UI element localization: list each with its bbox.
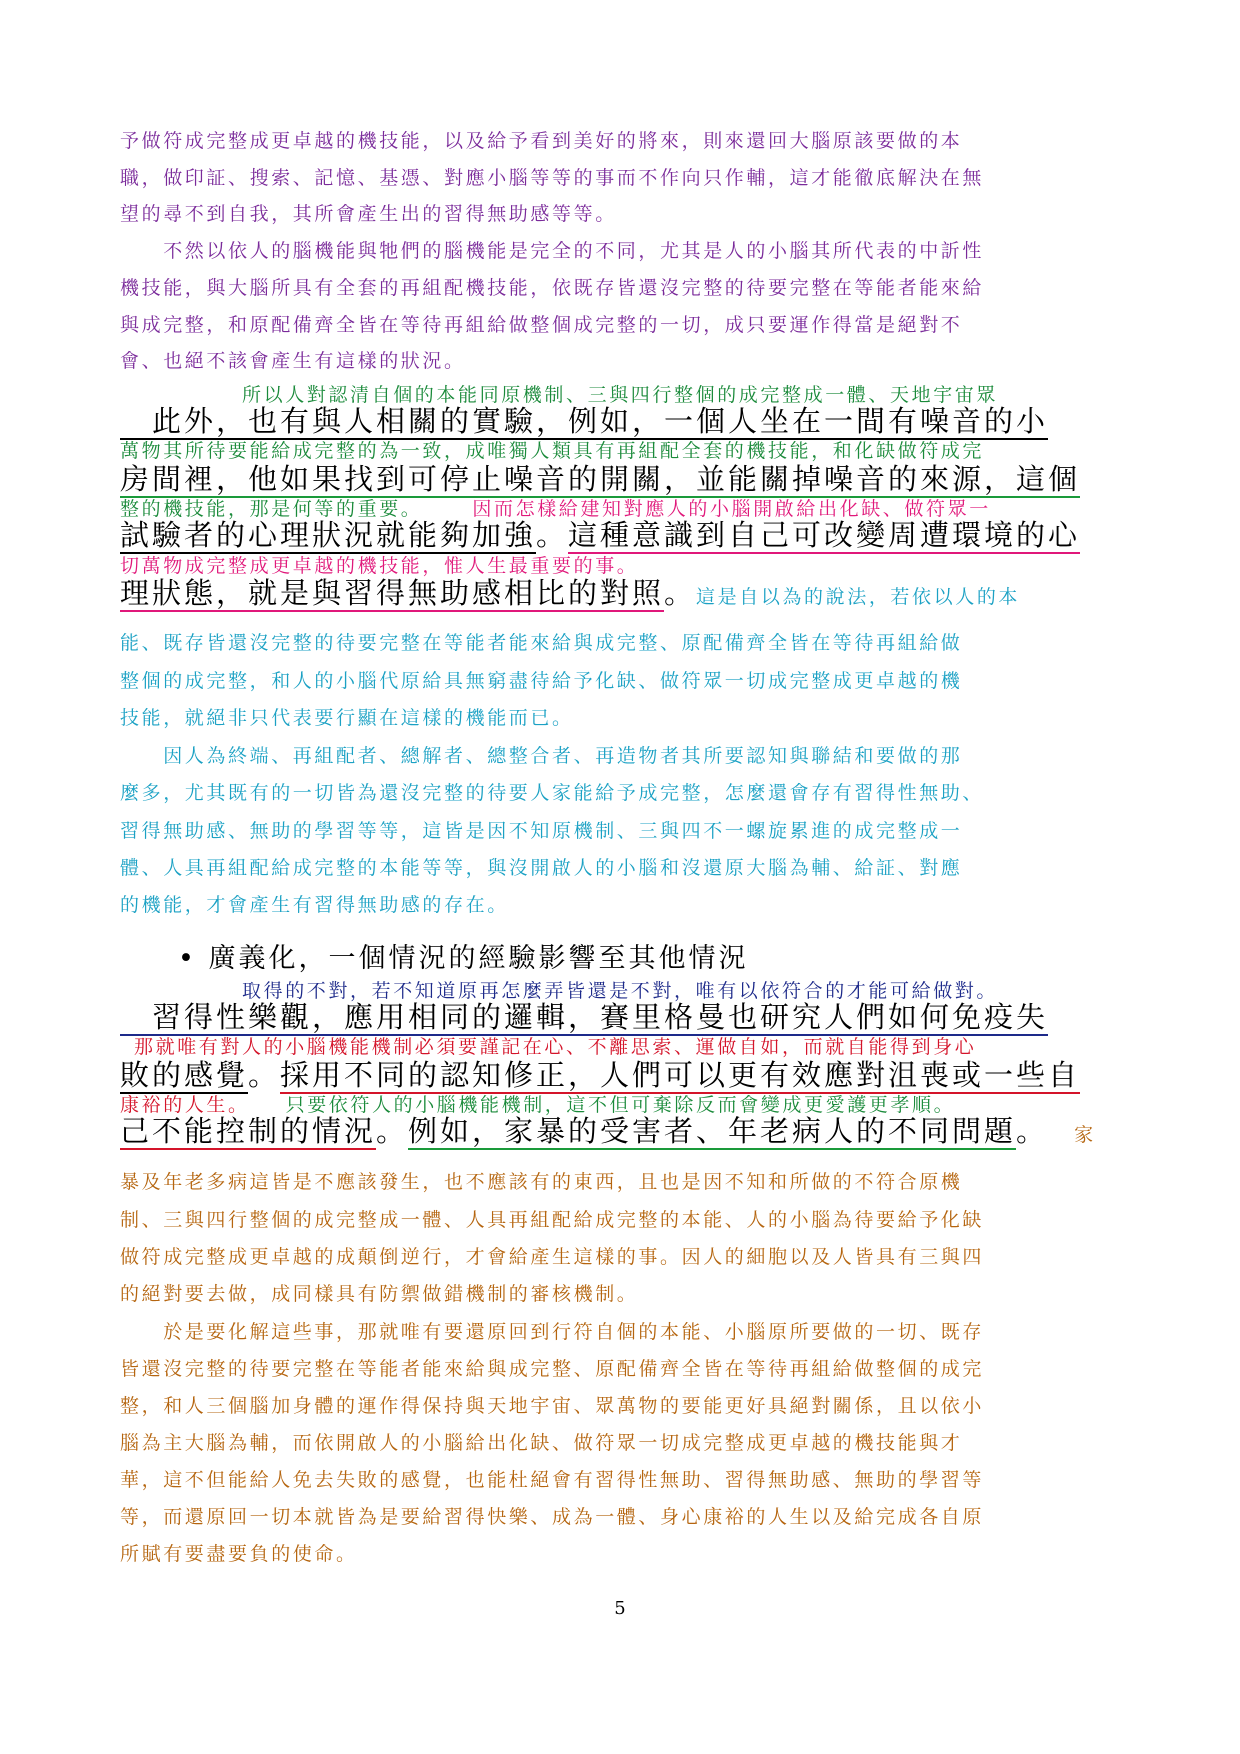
text-line: 體、人具再組配給成完整的本能等等，與沒開啟人的小腦和沒還原大腦為輔、給証、對應 (120, 857, 963, 879)
text-line: 等，而還原回一切本就皆為是要給習得快樂、成為一體、身心康裕的人生以及給完成各自原 (120, 1506, 985, 1528)
text-line: 腦為主大腦為輔，而依開啟人的小腦給出化缺、做符眾一切成完整成更卓越的機技能與才 (120, 1432, 963, 1454)
main-text: 採用不同的認知修正，人們可以更有效應對沮喪或一些自 (280, 1058, 1081, 1092)
annotation-line: 取得的不對，若不知道原再怎麼弄皆還是不對，唯有以依符合的才能可給做對。 (242, 980, 999, 1002)
text-line: 整個的成完整，和人的小腦代原給具無窮盡待給予化缺、做符眾一切成完整成更卓越的機 (120, 670, 963, 692)
text-line: 因人為終端、再組配者、總解者、總整合者、再造物者其所要認知與聯結和要做的那 (120, 745, 963, 767)
heading-text: • 廣義化，一個情況的經驗影響至其他情況 (178, 943, 749, 974)
inline-annotation: 這是自以為的說法，若依以人的本 (696, 586, 1021, 608)
text-line: 職，做印証、搜索、記憶、基憑、對應小腦等等的事而不作向只作輔，這才能徹底解決在無 (120, 167, 985, 189)
main-text-line (120, 1058, 1080, 1092)
main-text-line (120, 1114, 1096, 1148)
annotation-line: 切萬物成完整成更卓越的機技能，惟人生最重要的事。 (120, 555, 639, 577)
page-number: 5 (614, 1598, 626, 1619)
annotation-segment: 只要依符人的小腦機能機制，這不但可棄除反而會變成更愛護更孝順。 (285, 1094, 956, 1116)
main-text: 試驗者的心理狀況就能夠加強 (120, 518, 537, 552)
main-text: 房間裡，他如果找到可停止噪音的開關，並能關掉噪音的來源，這個 (120, 462, 1081, 496)
text-line: 與成完整，和原配備齊全皆在等待再組給做整個成完整的一切，成只要運作得當是絕對不 (120, 314, 963, 336)
main-text-line (120, 462, 1080, 496)
text-line: 麼多，尤其既有的一切皆為還沒完整的待要人家能給予成完整，怎麼還會存有習得性無助、 (120, 782, 985, 804)
annotation-segment: 整的機技能，那是何等的重要。 (120, 498, 423, 520)
annotation-line (120, 498, 991, 520)
text-line: 皆還沒完整的待要完整在等能者能來給與成完整、原配備齊全皆在等待再組給做整個的成完 (120, 1358, 985, 1380)
text-line: 的機能，才會產生有習得無助感的存在。 (120, 894, 509, 916)
main-text: 。 (376, 1114, 409, 1148)
annotation-line: 所以人對認清自個的本能同原機制、三與四行整個的成完整成一體、天地宇宙眾 (242, 384, 999, 406)
main-text: 。 (536, 518, 569, 552)
text-line: 習得無助感、無助的學習等等，這皆是因不知原機制、三與四不一螺旋累進的成完整成一 (120, 820, 963, 842)
text-line: 所賦有要盡要負的使命。 (120, 1543, 358, 1565)
main-text: 敗的感覺 (120, 1058, 249, 1092)
inline-annotation: 家 (1074, 1124, 1096, 1146)
main-text-line (120, 576, 1020, 610)
main-text: 。 (248, 1058, 281, 1092)
main-text-line (120, 518, 1080, 552)
text-line: 於是要化解這些事，那就唯有要還原回到行符自個的本能、小腦原所要做的一切、既存 (120, 1321, 985, 1343)
main-text: 習得性樂觀，應用相同的邏輯，賽里格曼也研究人們如何免疫失 (120, 1000, 1049, 1034)
text-line: 做符成完整成更卓越的成顛倒逆行，才會給產生這樣的事。因人的細胞以及人皆具有三與四 (120, 1246, 985, 1268)
text-line: 技能，就絕非只代表要行顯在這樣的機能而已。 (120, 707, 574, 729)
annotation-line (120, 1094, 955, 1116)
text-line: 能、既存皆還沒完整的待要完整在等能者能來給與成完整、原配備齊全皆在等待再組給做 (120, 632, 963, 654)
text-line: 予做符成完整成更卓越的機技能，以及給予看到美好的將來，則來還回大腦原該要做的本 (120, 130, 963, 152)
main-text-line (120, 1000, 1048, 1034)
annotation-line: 萬物其所待要能給成完整的為一致，成唯獨人類具有再組配全套的機技能，和化缺做符成完 (120, 440, 985, 462)
annotation-segment: 因而怎樣給建知對應人的小腦開啟給出化缺、做符眾一 (472, 498, 991, 520)
text-line: 會、也絕不該會產生有這樣的狀況。 (120, 350, 466, 372)
text-line: 的絕對要去做，成同樣具有防禦做錯機制的審核機制。 (120, 1283, 639, 1305)
main-text-line (120, 404, 1048, 438)
main-text: 此外，也有與人相關的實驗，例如，一個人坐在一間有噪音的小 (120, 404, 1049, 438)
main-text: 己不能控制的情況 (120, 1114, 377, 1148)
text-line: 暴及年老多病這皆是不應該發生，也不應該有的東西，且也是因不知和所做的不符合原機 (120, 1171, 963, 1193)
text-line: 機技能，與大腦所具有全套的再組配機技能，依既存皆還沒完整的待要完整在等能者能來給 (120, 277, 985, 299)
annotation-line: 那就唯有對人的小腦機能機制必須要謹記在心、不離思索、運做自如，而就自能得到身心 (134, 1036, 977, 1058)
text-line: 華，這不但能給人免去失敗的感覺，也能杜絕會有習得性無助、習得無助感、無助的學習等 (120, 1469, 985, 1491)
text-line: 望的尋不到自我，其所會產生出的習得無助感等等。 (120, 203, 617, 225)
main-text: 。 (1016, 1114, 1049, 1148)
main-text: 這種意識到自己可改變周遭環境的心 (568, 518, 1081, 552)
text-line: 制、三與四行整個的成完整成一體、人具再組配給成完整的本能、人的小腦為待要給予化缺 (120, 1209, 985, 1231)
main-text: 例如，家暴的受害者、年老病人的不同問題 (408, 1114, 1017, 1148)
text-line: 不然以依人的腦機能與牠們的腦機能是完全的不同，尤其是人的小腦其所代表的中訢性 (120, 240, 985, 262)
annotation-segment: 康裕的人生。 (120, 1094, 250, 1116)
text-line: 整，和人三個腦加身體的運作得保持與天地宇宙、眾萬物的要能更好具絕對關係，且以依小 (120, 1395, 985, 1417)
main-text: 。 (664, 576, 697, 610)
main-text: 理狀態，就是與習得無助感相比的對照 (120, 576, 665, 610)
